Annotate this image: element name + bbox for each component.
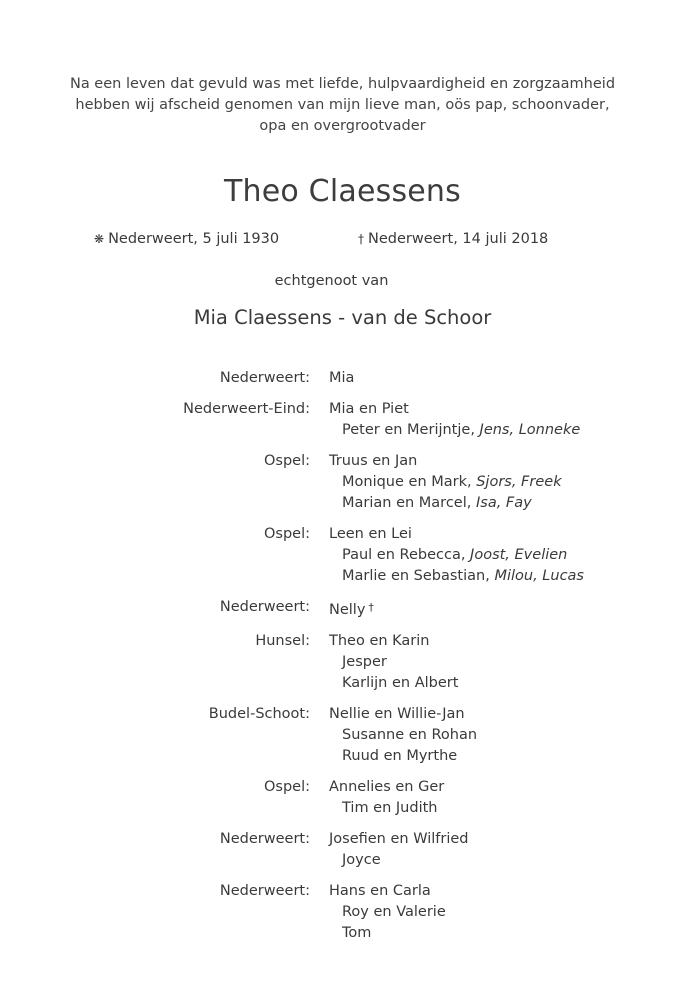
death-cross-icon: †	[358, 232, 364, 246]
intro-text	[0, 74, 685, 137]
family-main-line	[329, 597, 685, 621]
family-sub-line	[329, 798, 685, 819]
family-main-name: Truus en Jan	[329, 453, 418, 469]
family-group	[0, 524, 685, 587]
death-info	[358, 231, 548, 247]
family-main-line	[329, 451, 685, 472]
family-couple: Peter en Merijntje,	[342, 422, 480, 438]
intro-line: hebben wij afscheid genomen van mijn lieve man, oös pap, schoonvader,	[75, 97, 610, 113]
family-main-name: Theo en Karin	[329, 633, 430, 649]
family-main-line	[329, 524, 685, 545]
family-couple: Marian en Marcel,	[342, 495, 476, 511]
family-members	[329, 524, 685, 587]
family-sub-line	[329, 673, 685, 694]
family-couple: Jesper	[342, 654, 387, 670]
family-list	[0, 368, 685, 954]
family-sub-line	[329, 472, 685, 493]
family-members	[329, 881, 685, 944]
family-couple: Karlijn en Albert	[342, 675, 459, 691]
family-place: Budel-Schoot:	[208, 706, 310, 722]
family-group	[0, 451, 685, 514]
family-main-name: Mia	[329, 370, 355, 386]
family-main-name: Josefien en Wilfried	[329, 831, 469, 847]
family-sub-line	[329, 746, 685, 767]
family-members	[329, 829, 685, 871]
family-sub-line	[329, 850, 685, 871]
family-main-line	[329, 631, 685, 652]
family-couple: Susanne en Rohan	[342, 727, 478, 743]
family-couple: Tim en Judith	[342, 800, 438, 816]
family-place: Ospel:	[263, 526, 310, 542]
family-sub-line	[329, 725, 685, 746]
family-couple: Roy en Valerie	[342, 904, 446, 920]
family-main-name: Hans en Carla	[329, 883, 431, 899]
birth-date: Nederweert, 5 juli 1930	[108, 231, 280, 247]
family-place: Nederweert-Eind:	[183, 401, 310, 417]
family-couple: Monique en Mark,	[342, 474, 477, 490]
spouse-label: echtgenoot van	[274, 273, 389, 289]
family-couple: Ruud en Myrthe	[342, 748, 458, 764]
family-sub-line	[329, 923, 685, 944]
family-couple: Joyce	[342, 852, 381, 868]
family-sub-line	[329, 545, 685, 566]
family-main-line	[329, 829, 685, 850]
family-main-line	[329, 881, 685, 902]
family-group	[0, 631, 685, 694]
family-members	[329, 368, 685, 389]
intro-line: opa en overgrootvader	[259, 118, 426, 134]
family-place: Nederweert:	[219, 370, 310, 386]
family-group	[0, 399, 685, 441]
death-date: Nederweert, 14 juli 2018	[368, 231, 549, 247]
intro-line: Na een leven dat gevuld was met liefde, hulpvaardigheid en zorgzaamheid	[69, 76, 616, 92]
family-main-name: Nelly	[329, 602, 366, 618]
family-sub-line	[329, 652, 685, 673]
family-members	[329, 631, 685, 694]
family-group	[0, 777, 685, 819]
family-group	[0, 829, 685, 871]
family-members	[329, 777, 685, 819]
family-place: Nederweert:	[219, 831, 310, 847]
family-members	[329, 451, 685, 514]
family-place: Nederweert:	[219, 883, 310, 899]
family-sub-line	[329, 493, 685, 514]
family-members	[329, 399, 685, 441]
family-grandchildren: Isa, Fay	[475, 495, 532, 511]
family-members	[329, 704, 685, 767]
family-place: Ospel:	[263, 779, 310, 795]
spouse-name: Mia Claessens - van de Schoor	[193, 306, 492, 329]
family-couple: Tom	[342, 925, 372, 941]
family-couple: Marlie en Sebastian,	[342, 568, 495, 584]
deceased-cross-icon: †	[368, 601, 374, 614]
family-sub-line	[329, 566, 685, 587]
family-group	[0, 881, 685, 944]
family-main-name: Leen en Lei	[329, 526, 412, 542]
family-main-line	[329, 368, 685, 389]
family-grandchildren: Milou, Lucas	[494, 568, 584, 584]
family-sub-line	[329, 420, 685, 441]
deceased-name: Theo Claessens	[224, 174, 461, 209]
family-place: Hunsel:	[255, 633, 310, 649]
family-members	[329, 597, 685, 621]
family-group	[0, 597, 685, 621]
family-grandchildren: Jens, Lonneke	[479, 422, 581, 438]
family-group	[0, 368, 685, 389]
family-main-line	[329, 777, 685, 798]
family-main-line	[329, 399, 685, 420]
family-main-name: Annelies en Ger	[329, 779, 445, 795]
family-place: Ospel:	[263, 453, 310, 469]
family-group	[0, 704, 685, 767]
birth-star-icon: ❋	[94, 232, 105, 246]
family-sub-line	[329, 902, 685, 923]
family-place: Nederweert:	[219, 599, 310, 615]
family-grandchildren: Joost, Evelien	[470, 547, 568, 563]
birth-info	[94, 231, 279, 247]
family-main-line	[329, 704, 685, 725]
family-grandchildren: Sjors, Freek	[476, 474, 562, 490]
family-couple: Paul en Rebecca,	[342, 547, 471, 563]
family-main-name: Nellie en Willie-Jan	[329, 706, 465, 722]
family-main-name: Mia en Piet	[329, 401, 409, 417]
